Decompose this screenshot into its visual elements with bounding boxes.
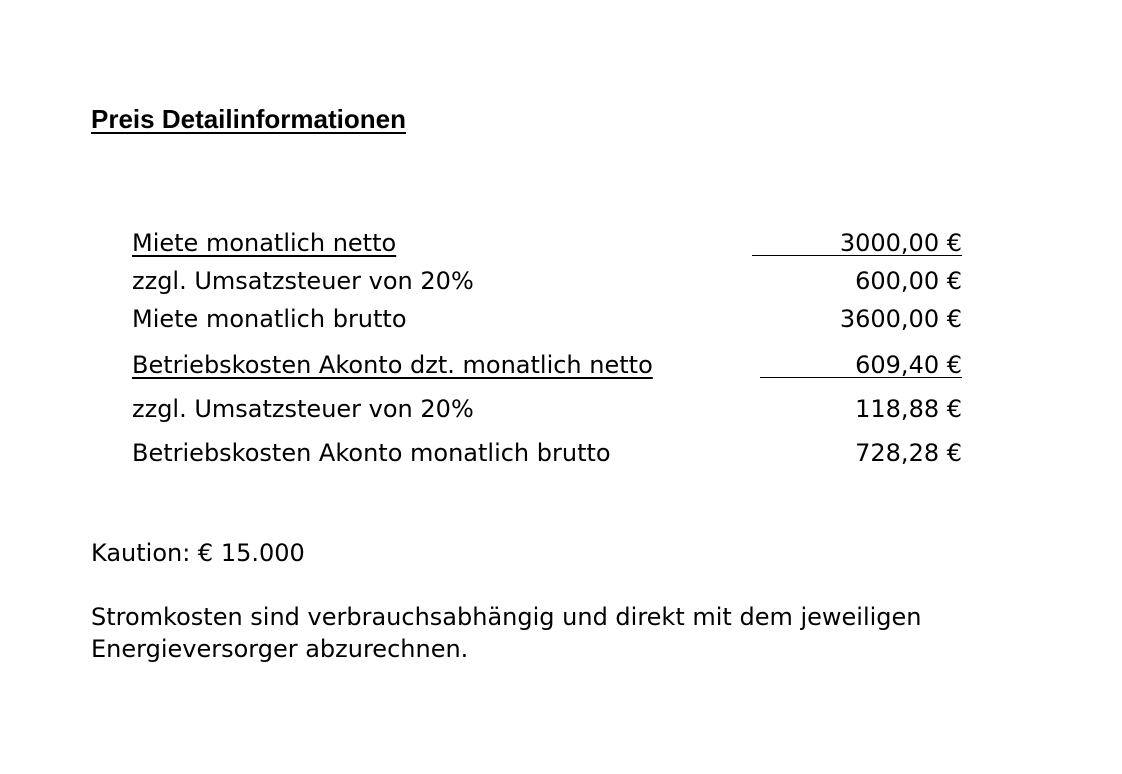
electricity-note-line-1: Stromkosten sind verbrauchsabhängig und direkt mit dem jeweiligen [91,603,922,631]
price-row-operating-vat [132,394,962,428]
price-row-rent-vat [132,266,962,300]
price-row-label: Miete monatlich brutto [132,305,407,333]
price-row-label: Miete monatlich netto [132,229,397,257]
price-row-amount: 609,40 € [855,351,962,379]
price-row-label: zzgl. Umsatzsteuer von 20% [132,395,474,423]
price-row-label: Betriebskosten Akonto dzt. monatlich netto [132,351,653,379]
price-row-rent-net [132,228,962,262]
price-row-amount: 3600,00 € [839,305,962,333]
price-row-operating-net [132,350,962,384]
electricity-note-line-2: Energieversorger abzurechnen. [91,635,469,663]
price-row-amount: 728,28 € [855,439,962,467]
price-row-label: Betriebskosten Akonto monatlich brutto [132,439,611,467]
page-title: Preis Detailinformationen [91,104,406,134]
price-row-amount: 118,88 € [855,395,962,423]
price-row-amount: 600,00 € [855,267,962,295]
price-row-operating-gross [132,438,962,472]
price-row-label: zzgl. Umsatzsteuer von 20% [132,267,474,295]
price-row-rent-gross [132,304,962,338]
price-row-amount: 3000,00 € [839,229,962,257]
deposit-text: Kaution: € 15.000 [91,539,305,567]
